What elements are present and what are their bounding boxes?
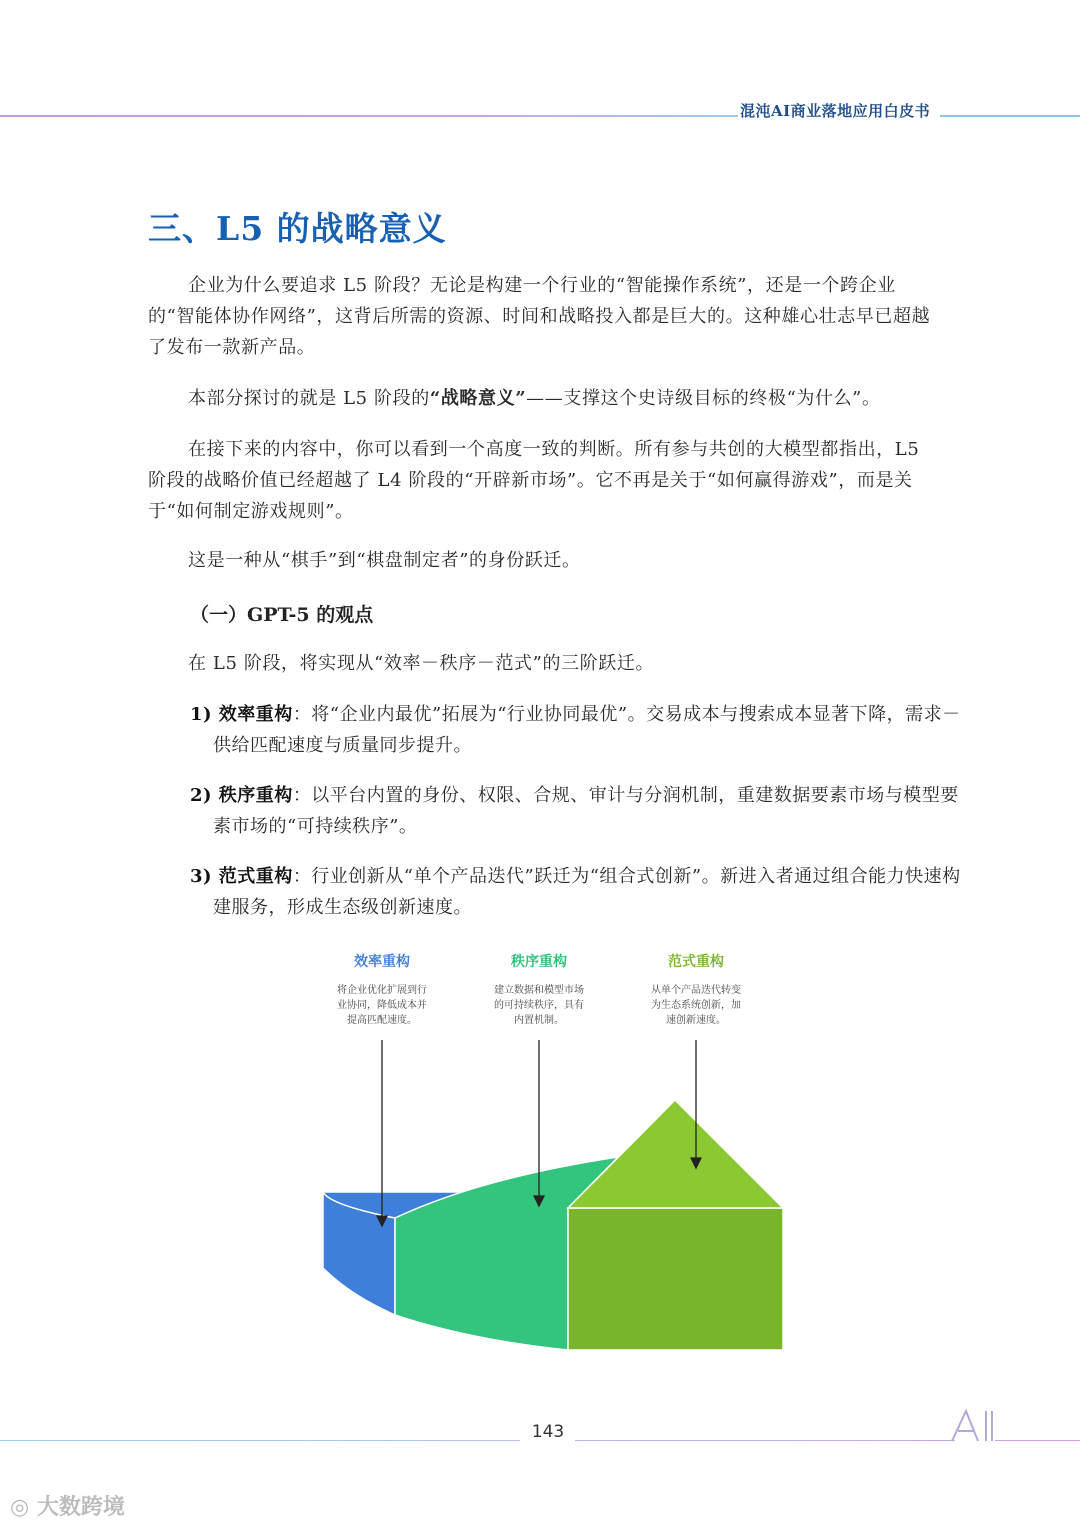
document-header-title: 混沌AI商业落地应用白皮书 xyxy=(740,102,931,120)
paragraph-2-end: ——支撑这个史诗级目标的终极“为什么”。 xyxy=(526,388,881,409)
header-divider-left xyxy=(0,115,738,117)
three-stage-diagram xyxy=(300,940,800,1360)
watermark xyxy=(10,1490,125,1521)
diagram-desc-line: 建立数据和模型市场 xyxy=(494,985,584,996)
paragraph-3: 在接下来的内容中，你可以看到一个高度一致的判断。所有参与共创的大模型都指出，L5 阶段的战略价值已经超越了 L4 阶段的“开辟新市场”。它不再是关于“如何赢得游戏”，而是关于“如何制定游戏规则”。 xyxy=(148,439,920,522)
section-title: 三、L5 的战略意义 xyxy=(148,209,447,248)
footer-divider-end xyxy=(995,1440,1080,1441)
paragraph-2 xyxy=(148,383,938,414)
diagram-desc-line: 将企业优化扩展到行 xyxy=(337,985,427,996)
diagram-desc-line: 为生态系统创新，加 xyxy=(651,1000,741,1011)
list-item-label: 3) 范式重构 xyxy=(190,866,293,887)
diagram-title-paradigm: 范式重构 xyxy=(668,954,724,970)
subsection-title: （一）GPT-5 的观点 xyxy=(190,604,374,626)
header-divider-right xyxy=(940,115,1080,117)
page-number: 143 xyxy=(531,1422,565,1442)
diagram-desc-line: 业协同，降低成本并 xyxy=(337,1000,427,1011)
diagram-title-efficiency: 效率重构 xyxy=(354,954,410,970)
list-item-text: ：行业创新从“单个产品迭代”跃迁为“组合式创新”。新进入者通过组合能力快速构建服务，形成生态级创新速度。 xyxy=(213,866,961,918)
diagram-desc-line: 的可持续秩序，具有 xyxy=(494,1000,584,1011)
ai-logo-icon xyxy=(948,1405,998,1443)
paragraph-4: 这是一种从“棋手”到“棋盘制定者”的身份跃迁。 xyxy=(188,550,581,571)
watermark-text: 大数跨境 xyxy=(36,1495,125,1520)
paragraph-2-emphasis: “战略意义” xyxy=(429,388,527,409)
paragraph-1: 企业为什么要追求 L5 阶段？无论是构建一个行业的“智能操作系统”，还是一个跨企业的“智能体协作网络”，这背后所需的资源、时间和战略投入都是巨大的。这种雄心壮志早已超越了发布一款新产品。 xyxy=(148,275,931,358)
list-item-efficiency xyxy=(190,699,961,761)
footer-divider-right xyxy=(575,1440,955,1441)
list-item-paradigm xyxy=(190,861,961,923)
diagram-desc-line: 速创新速度。 xyxy=(666,1015,726,1026)
diagram-title-order: 秩序重构 xyxy=(511,954,567,970)
footer-divider-left xyxy=(0,1440,520,1441)
diagram-segment-paradigm xyxy=(568,1208,783,1350)
paragraph-2-start: 本部分探讨的就是 L5 阶段的 xyxy=(188,388,430,409)
subsection-intro: 在 L5 阶段，将实现从“效率－秩序－范式”的三阶跃迁。 xyxy=(188,653,655,674)
diagram-segment-paradigm-top xyxy=(568,1100,783,1208)
diagram-desc-line: 内置机制。 xyxy=(514,1015,564,1026)
list-item-label: 2) 秩序重构 xyxy=(190,785,293,806)
diagram-desc-line: 提高匹配速度。 xyxy=(347,1015,417,1026)
list-item-order xyxy=(190,780,961,842)
watermark-logo-icon: ◎ xyxy=(10,1495,30,1520)
list-item-text: ：将“企业内最优”拓展为“行业协同最优”。交易成本与搜索成本显著下降，需求－供给匹配速度与质量同步提升。 xyxy=(213,704,961,756)
diagram-desc-line: 从单个产品迭代转变 xyxy=(651,985,741,996)
list-item-text: ：以平台内置的身份、权限、合规、审计与分润机制，重建数据要素市场与模型要素市场的“可持续秩序”。 xyxy=(213,785,959,837)
list-item-label: 1) 效率重构 xyxy=(190,704,293,725)
